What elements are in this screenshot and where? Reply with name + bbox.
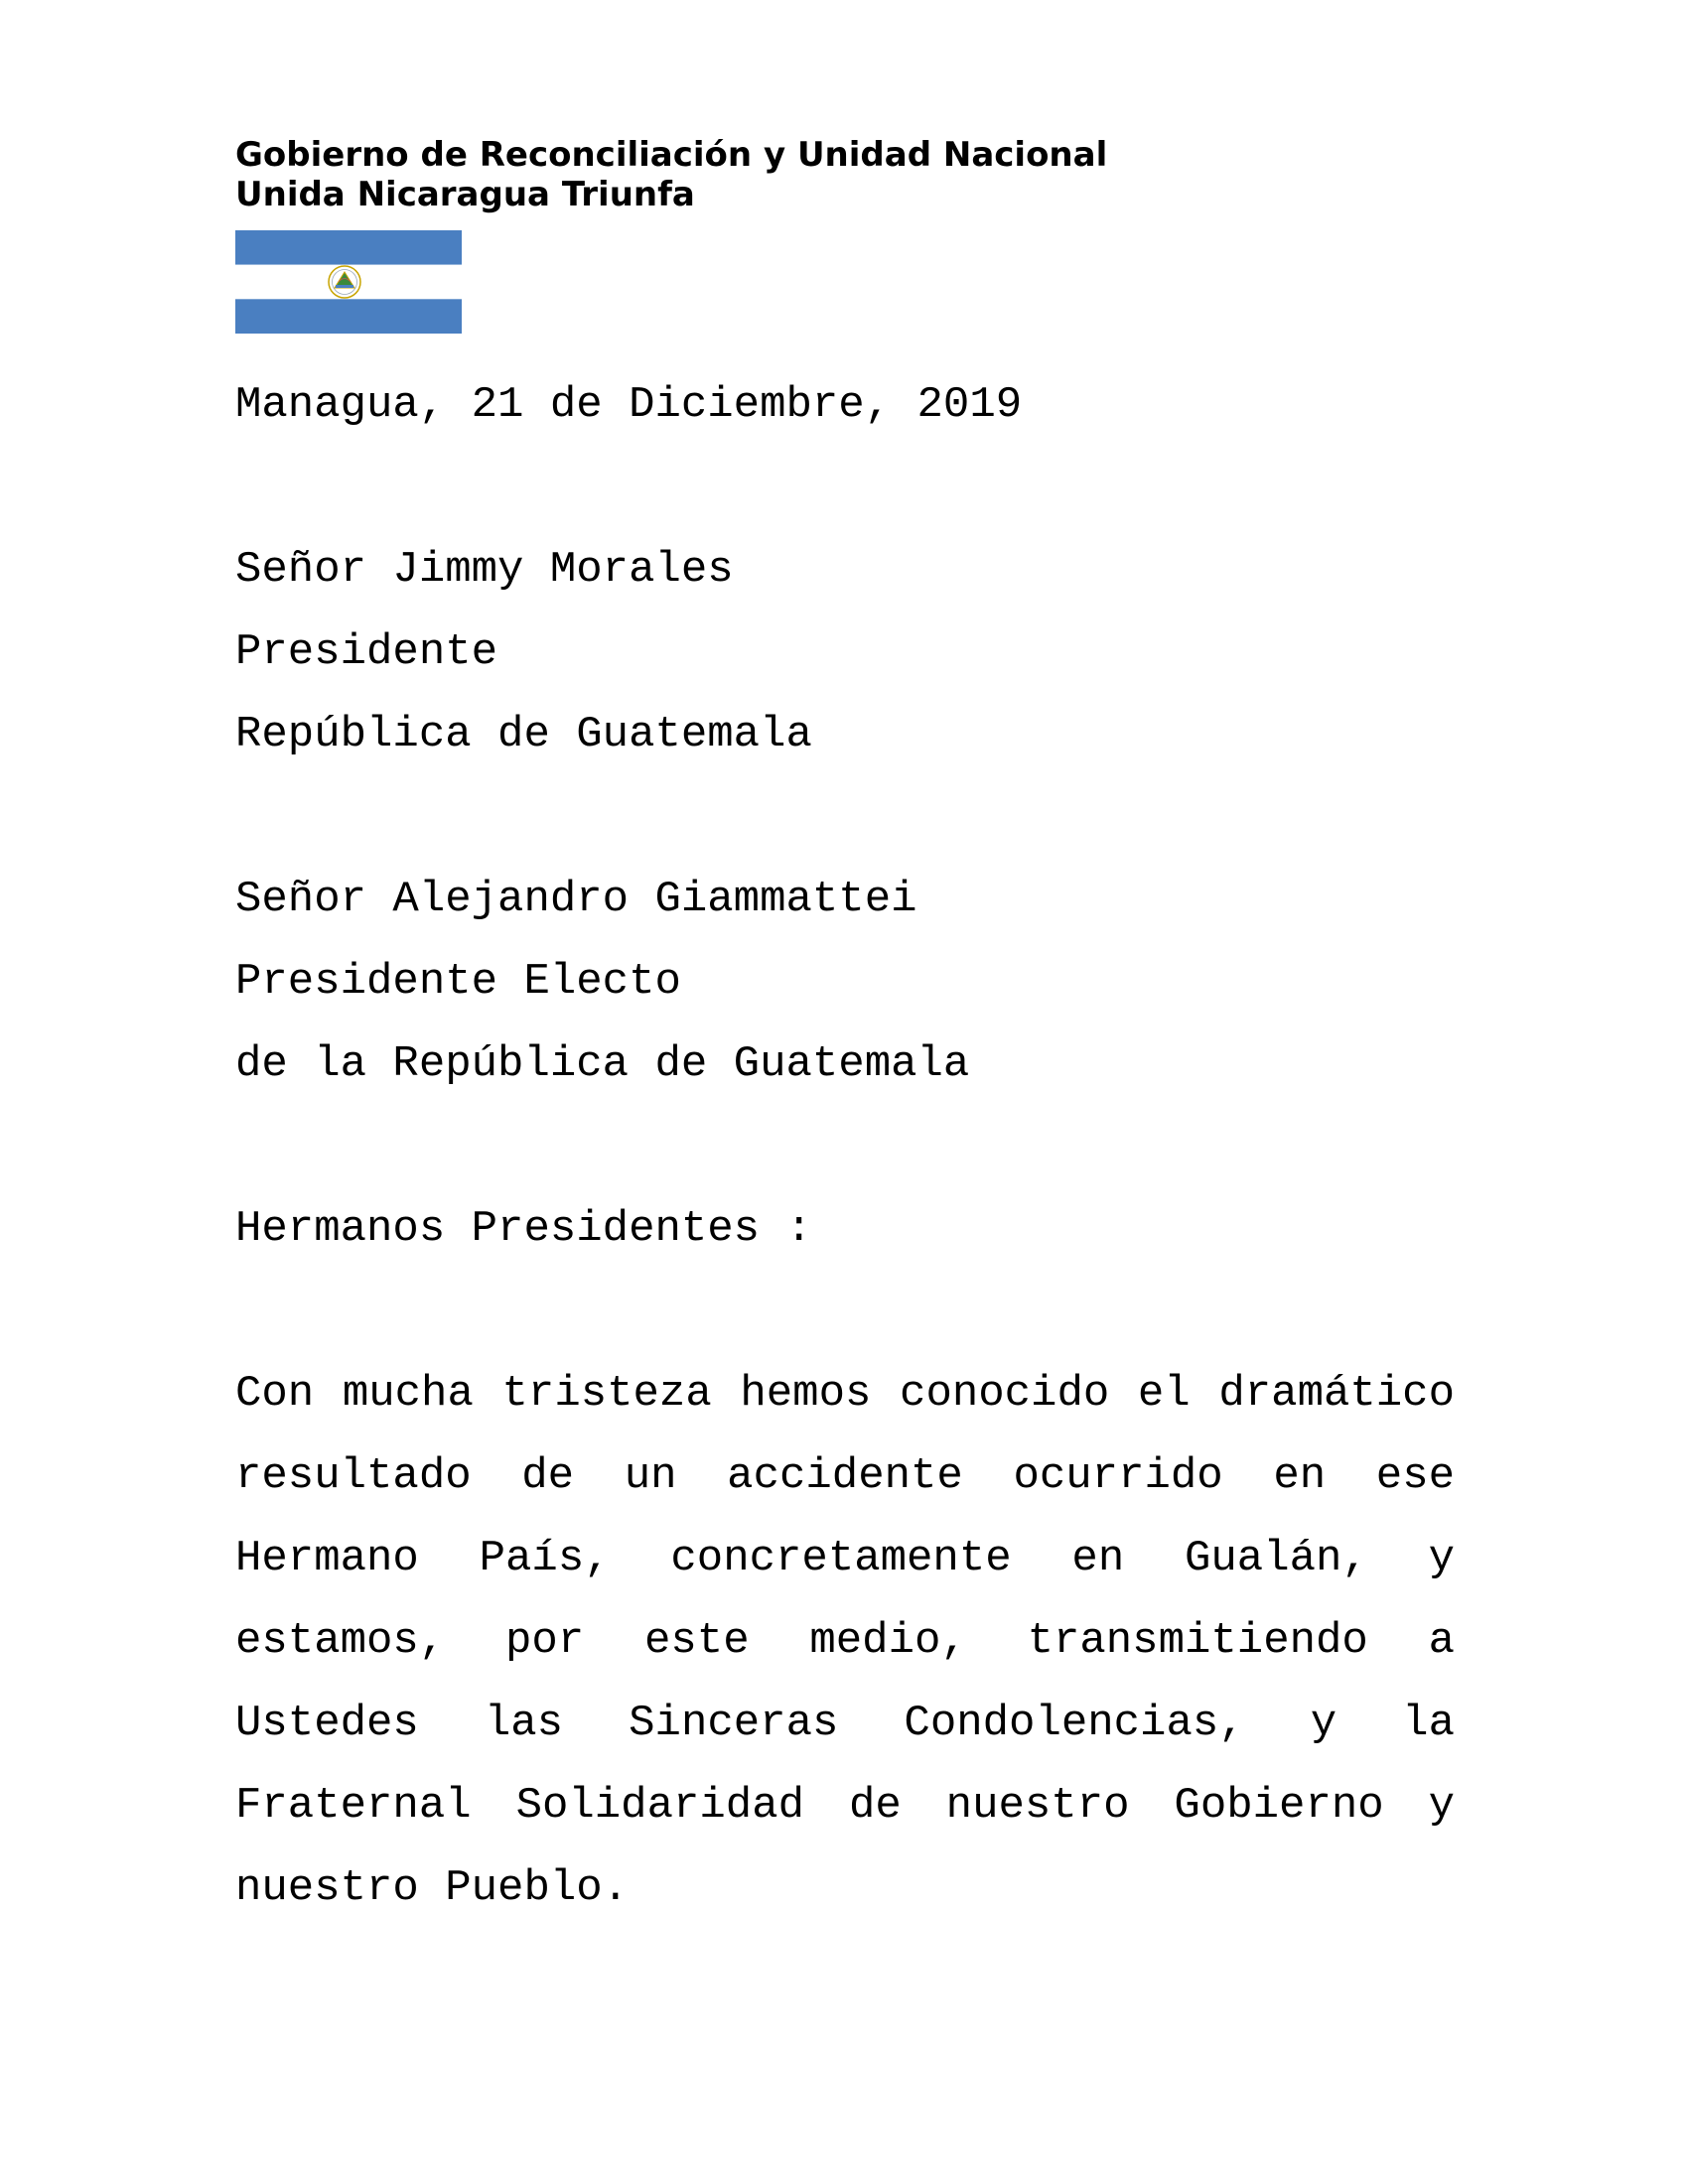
addressee-1-name: Señor Jimmy Morales [235, 545, 734, 595]
letter-date: Managua, 21 de Diciembre, 2019 [235, 380, 1023, 430]
letterhead-government-name: Gobierno de Reconciliación y Unidad Nacional [235, 135, 1108, 175]
nicaragua-flag-icon [235, 230, 462, 334]
addressee-2-name: Señor Alejandro Giammattei [235, 875, 917, 924]
addressee-block-2 [235, 859, 1455, 1106]
letter-body-paragraph: Con mucha tristeza hemos conocido el dramático resultado de un accidente ocurrido en ese Hermano País, concretamente en Gualán, y estamos, por este medio, transmitiendo a Ustedes las Sinceras Condolencias, y la Fraternal Solidaridad de nuestro Gobierno y nuestro Pueblo. [235, 1369, 1455, 1913]
addressee-2-country: de la República de Guatemala [235, 1039, 970, 1089]
letterhead-slogan: Unida Nicaragua Triunfa [235, 175, 695, 214]
addressee-1-title: Presidente [235, 627, 498, 677]
letterhead [235, 135, 1228, 214]
addressee-2-title: Presidente Electo [235, 957, 681, 1007]
addressee-block-1 [235, 529, 1455, 776]
addressee-1-country: República de Guatemala [235, 710, 812, 759]
salutation: Hermanos Presidentes : [235, 1204, 812, 1254]
